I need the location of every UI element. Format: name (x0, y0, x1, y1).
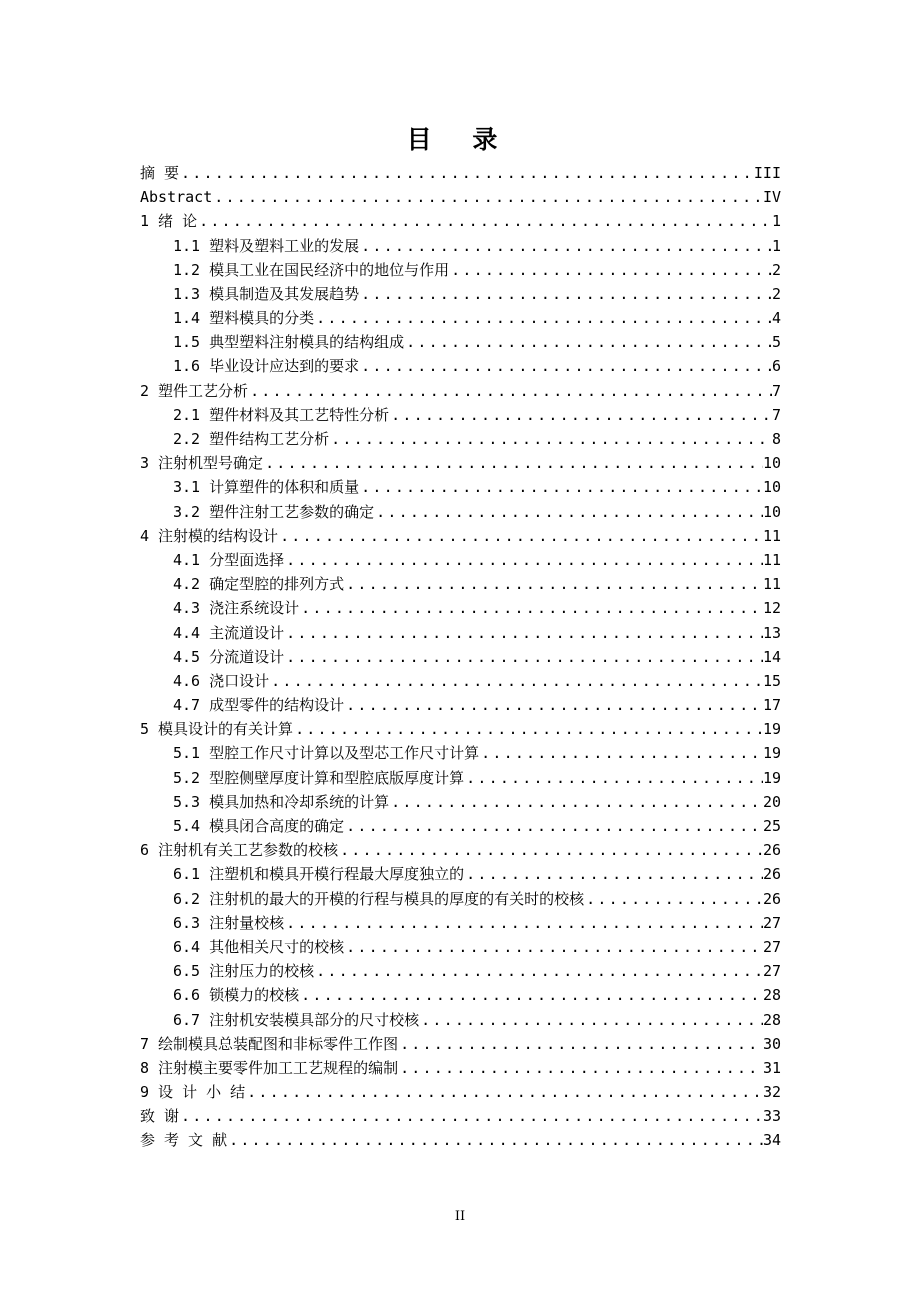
toc-subentry[interactable] (140, 427, 781, 451)
toc-page-number: 11 (762, 575, 781, 594)
page-title: 目 录 (406, 125, 514, 154)
toc-page-number: 26 (762, 841, 781, 860)
toc-entry-title: 6.7 注射机安装模具部分的尺寸校核 (173, 1010, 420, 1029)
toc-page-number: 2 (771, 260, 781, 279)
dot-leader (248, 379, 772, 403)
toc-entry-title: 2.2 塑件结构工艺分析 (173, 430, 330, 449)
toc-subentry[interactable] (140, 790, 781, 814)
dot-leader (359, 354, 772, 378)
toc-page-number: III (753, 163, 781, 182)
dot-leader (398, 1032, 763, 1056)
toc-entry-title: 5.1 型腔工作尺寸计算以及型芯工作尺寸计算 (173, 744, 480, 763)
toc-entry-title: 4.4 主流道设计 (173, 623, 285, 642)
dot-leader (584, 887, 763, 911)
toc-entry-title: 7 绘制模具总装配图和非标零件工作图 (140, 1034, 399, 1053)
toc-page-number: 14 (762, 647, 781, 666)
toc-page-number: 31 (762, 1058, 781, 1077)
toc-entry-title: 1.4 塑料模具的分类 (173, 309, 315, 328)
toc-entry[interactable] (140, 379, 781, 403)
toc-entry-title: 3.2 塑件注射工艺参数的确定 (173, 502, 375, 521)
toc-entry-title: 6.1 注塑机和模具开模行程最大厚度独立的 (173, 865, 465, 884)
toc-page-number: 19 (762, 720, 781, 739)
dot-leader (299, 596, 763, 620)
toc-entry-title: 5.2 型腔侧壁厚度计算和型腔底版厚度计算 (173, 768, 465, 787)
toc-page-number: 5 (771, 333, 781, 352)
toc-entry[interactable] (140, 717, 781, 741)
toc-entry[interactable] (140, 185, 781, 209)
toc-entry-title: 1.5 典型塑料注射模具的结构组成 (173, 333, 405, 352)
toc-page-number: 33 (762, 1107, 781, 1126)
toc-subentry[interactable] (140, 234, 781, 258)
toc-subentry[interactable] (140, 475, 781, 499)
toc-page-number: 19 (762, 768, 781, 787)
toc-page-number: 25 (762, 817, 781, 836)
dot-leader (389, 403, 772, 427)
toc-page-number: 1 (771, 236, 781, 255)
toc-entry-title: 6.6 锁模力的校核 (173, 986, 300, 1005)
toc-page-number: 28 (762, 1010, 781, 1029)
toc-entry[interactable] (140, 1104, 781, 1128)
dot-leader (269, 669, 763, 693)
toc-page-number: 7 (771, 381, 781, 400)
toc-subentry[interactable] (140, 862, 781, 886)
toc-entry-title: Abstract (140, 188, 213, 207)
toc-page-number: 10 (762, 478, 781, 497)
dot-leader (404, 330, 772, 354)
dot-leader (479, 741, 763, 765)
toc-entry-title: 参 考 文 献 (140, 1131, 228, 1150)
toc-entry-title: 6 注射机有关工艺参数的校核 (140, 841, 339, 860)
dot-leader (284, 645, 763, 669)
toc-subentry[interactable] (140, 645, 781, 669)
toc-page-number: 27 (762, 962, 781, 981)
toc-subentry[interactable] (140, 306, 781, 330)
toc-subentry[interactable] (140, 669, 781, 693)
toc-entry-title: 4 注射模的结构设计 (140, 526, 279, 545)
toc-subentry[interactable] (140, 911, 781, 935)
dot-leader (284, 911, 763, 935)
dot-leader (299, 983, 763, 1007)
toc-entry[interactable] (140, 1032, 781, 1056)
toc-subentry[interactable] (140, 282, 781, 306)
dot-leader (419, 1008, 763, 1032)
toc-entry-title: 6.5 注射压力的校核 (173, 962, 315, 981)
dot-leader (227, 1128, 763, 1152)
dot-leader (389, 790, 763, 814)
toc-subentry[interactable] (140, 766, 781, 790)
toc-page-number: 1 (771, 212, 781, 231)
dot-leader (359, 234, 772, 258)
toc-page-number: 20 (762, 792, 781, 811)
toc-entry-title: 4.7 成型零件的结构设计 (173, 696, 345, 715)
toc-page-number: 32 (762, 1083, 781, 1102)
toc-page-number: 34 (762, 1131, 781, 1150)
toc-page-number: 12 (762, 599, 781, 618)
toc-entry-title: 4.6 浇口设计 (173, 671, 270, 690)
toc-entry[interactable] (140, 209, 781, 233)
toc-page-number: 4 (771, 309, 781, 328)
toc-subentry[interactable] (140, 814, 781, 838)
dot-leader (344, 935, 763, 959)
dot-leader (464, 862, 763, 886)
toc-subentry[interactable] (140, 693, 781, 717)
toc-subentry[interactable] (140, 742, 781, 766)
toc-entry-title: 6.4 其他相关尺寸的校核 (173, 937, 345, 956)
toc-entry-title: 1.6 毕业设计应达到的要求 (173, 357, 360, 376)
toc-entry-title: 6.2 注射机的最大的开模的行程与模具的厚度的有关时的校核 (173, 889, 585, 908)
dot-leader (314, 306, 772, 330)
dot-leader (179, 161, 754, 185)
toc-entry-title: 3.1 计算塑件的体积和质量 (173, 478, 360, 497)
toc-page-number: 7 (771, 405, 781, 424)
toc-entry-title: 1.2 模具工业在国民经济中的地位与作用 (173, 260, 450, 279)
dot-leader (374, 500, 763, 524)
toc-entry-title: 3 注射机型号确定 (140, 454, 264, 473)
dot-leader (179, 1104, 763, 1128)
toc-page-number: 27 (762, 913, 781, 932)
dot-leader (197, 209, 772, 233)
toc-page-number: 10 (762, 502, 781, 521)
toc-entry-title: 摘 要 (140, 163, 180, 182)
toc-subentry[interactable] (140, 959, 781, 983)
toc-subentry[interactable] (140, 983, 781, 1007)
toc-entry[interactable] (140, 1056, 781, 1080)
toc-entry-title: 9 设 计 小 结 (140, 1083, 246, 1102)
dot-leader (212, 185, 763, 209)
toc-page-number: 30 (762, 1034, 781, 1053)
dot-leader (449, 258, 772, 282)
toc-page-number: 28 (762, 986, 781, 1005)
toc-page-number: 15 (762, 671, 781, 690)
dot-leader (263, 451, 763, 475)
toc-page-number: IV (762, 188, 781, 207)
dot-leader (284, 548, 763, 572)
toc-entry-title: 2.1 塑件材料及其工艺特性分析 (173, 405, 390, 424)
toc-subentry[interactable] (140, 596, 781, 620)
toc-entry-title: 1 绪 论 (140, 212, 198, 231)
page-number: II (454, 1209, 466, 1224)
toc-page-number: 2 (771, 284, 781, 303)
dot-leader (278, 524, 763, 548)
toc-entry-title: 4.2 确定型腔的排列方式 (173, 575, 345, 594)
toc-subentry[interactable] (140, 1008, 781, 1032)
dot-leader (344, 693, 763, 717)
dot-leader (245, 1080, 763, 1104)
toc-entry[interactable] (140, 838, 781, 862)
dot-leader (293, 717, 763, 741)
toc-entry-title: 8 注射模主要零件加工工艺规程的编制 (140, 1058, 399, 1077)
dot-leader (359, 282, 772, 306)
toc-page-number: 27 (762, 937, 781, 956)
dot-leader (344, 814, 763, 838)
toc-page-number: 11 (762, 550, 781, 569)
toc-entry-title: 2 塑件工艺分析 (140, 381, 249, 400)
toc-subentry[interactable] (140, 572, 781, 596)
toc-subentry[interactable] (140, 887, 781, 911)
dot-leader (314, 959, 763, 983)
table-of-contents (140, 161, 781, 1153)
dot-leader (344, 572, 763, 596)
dot-leader (329, 427, 772, 451)
toc-subentry[interactable] (140, 500, 781, 524)
toc-page-number: 26 (762, 865, 781, 884)
toc-entry[interactable] (140, 524, 781, 548)
toc-page-number: 19 (762, 744, 781, 763)
toc-subentry[interactable] (140, 548, 781, 572)
dot-leader (464, 766, 763, 790)
toc-entry[interactable] (140, 451, 781, 475)
toc-entry-title: 4.1 分型面选择 (173, 550, 285, 569)
toc-entry-title: 4.5 分流道设计 (173, 647, 285, 666)
toc-page-number: 11 (762, 526, 781, 545)
toc-subentry[interactable] (140, 330, 781, 354)
toc-entry-title: 5.4 模具闭合高度的确定 (173, 817, 345, 836)
toc-page-number: 6 (771, 357, 781, 376)
toc-entry[interactable] (140, 161, 781, 185)
dot-leader (284, 621, 763, 645)
toc-page-number: 13 (762, 623, 781, 642)
toc-entry-title: 致 谢 (140, 1107, 180, 1126)
toc-entry-title: 5 模具设计的有关计算 (140, 720, 294, 739)
toc-entry-title: 6.3 注射量校核 (173, 913, 285, 932)
toc-subentry[interactable] (140, 935, 781, 959)
toc-entry-title: 4.3 浇注系统设计 (173, 599, 300, 618)
toc-entry-title: 5.3 模具加热和冷却系统的计算 (173, 792, 390, 811)
toc-subentry[interactable] (140, 258, 781, 282)
dot-leader (338, 838, 763, 862)
toc-subentry[interactable] (140, 621, 781, 645)
dot-leader (398, 1056, 763, 1080)
toc-page-number: 8 (771, 430, 781, 449)
toc-entry-title: 1.1 塑料及塑料工业的发展 (173, 236, 360, 255)
toc-entry[interactable] (140, 1129, 781, 1153)
toc-page-number: 17 (762, 696, 781, 715)
toc-subentry[interactable] (140, 355, 781, 379)
toc-entry[interactable] (140, 1080, 781, 1104)
toc-subentry[interactable] (140, 403, 781, 427)
toc-entry-title: 1.3 模具制造及其发展趋势 (173, 284, 360, 303)
toc-page-number: 26 (762, 889, 781, 908)
toc-page-number: 10 (762, 454, 781, 473)
dot-leader (359, 475, 763, 499)
